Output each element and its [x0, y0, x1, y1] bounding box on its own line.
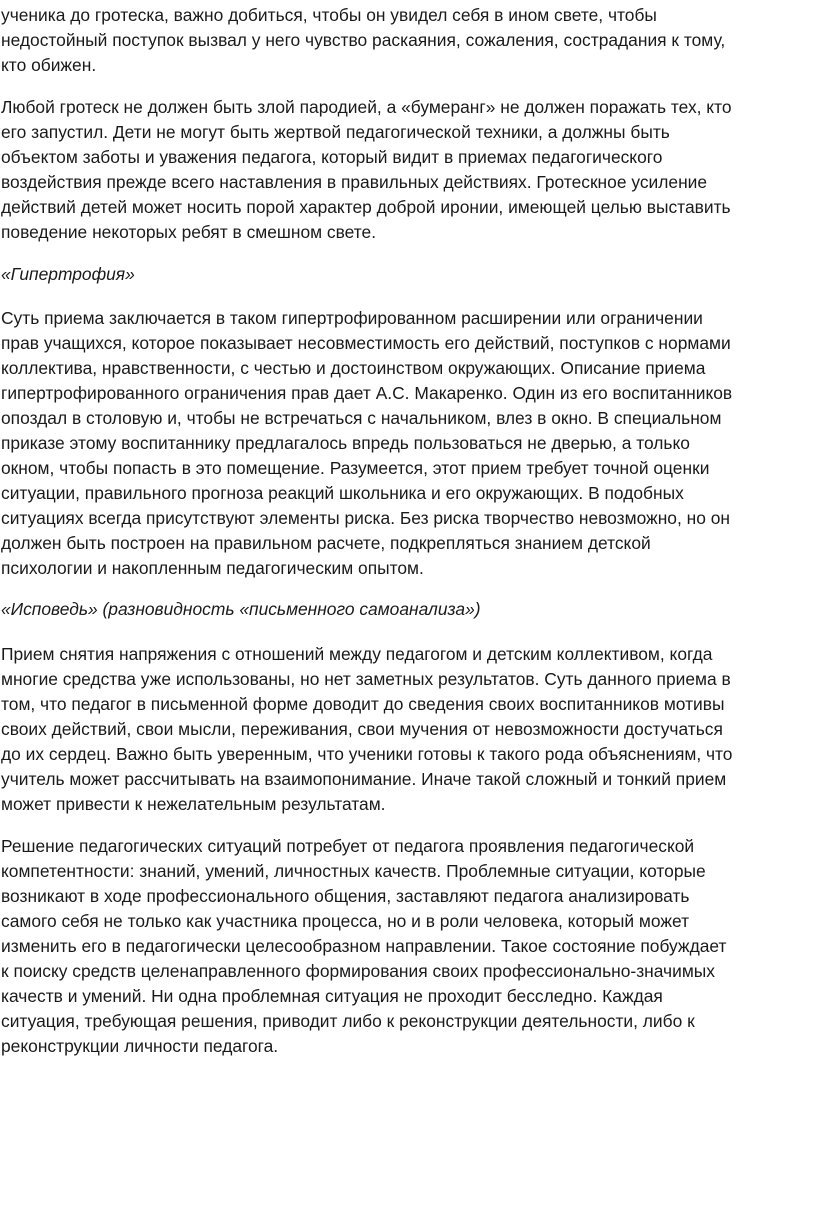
paragraph-hypertrophy: Суть приема заключается в таком гипертрофированном расширении или ограничении прав учащихся, которое показывает несовместимость его действий, поступков с нормами коллектива, нравственности, с честью и достоинством окружающих. Описание приема гипертрофированного ограничения прав дает А.С. Макаренко. Один из его воспитанников опоздал в столовую и, чтобы не встречаться с начальником, влез в окно. В специальном приказе этому воспитаннику предлагалось впредь пользоваться не дверью, а только окном, чтобы попасть в это помещение. Разумеется, этот прием требует точной оценки ситуации, правильного прогноза реакций школьника и его окружающих. В подобных ситуациях всегда присутствуют элементы риска. Без риска творчество невозможно, но он должен быть построен на правильном расчете, подкрепляться знанием детской психологии и накопленным педагогическим опытом.: [1, 308, 733, 578]
paragraph-grotesque-boomerang: Любой гротеск не должен быть злой пародией, а «бумеранг» не должен поражать тех, кто его запустил. Дети не могут быть жертвой педагогической техники, а должны быть объектом заботы и уважения педагога, который видит в приемах педагогического воздействия прежде всего наставления в правильных действиях. Гротескное усиление действий детей может носить порой характер доброй иронии, имеющей целью выставить поведение некоторых ребят в смешном свете.: [1, 97, 732, 242]
paragraph-confession: Прием снятия напряжения с отношений между педагогом и детским коллективом, когда многие средства уже использованы, но нет заметных результатов. Суть данного приема в том, что педагог в письменной форме доводит до сведения своих воспитанников мотивы своих действий, свои мысли, переживания, свои мучения от невозможности достучаться до их сердец. Важно быть уверенным, что ученики готовы к такого рода объяснениям, что учитель может рассчитывать на взаимопонимание. Иначе такой сложный и тонкий прием может привести к нежелательным результатам.: [1, 644, 733, 814]
heading-hypertrophy: «Гипертрофия»: [1, 264, 135, 284]
paragraph-grotesque-continuation: ученика до гротеска, важно добиться, чтобы он увидел себя в ином свете, чтобы недостойный поступок вызвал у него чувство раскаяния, сожаления, сострадания к тому, кто обижен.: [1, 5, 726, 75]
paragraph-conclusion: Решение педагогических ситуаций потребует от педагога проявления педагогической компетентности: знаний, умений, личностных качеств. Проблемные ситуации, которые возникают в ходе профессионального общения, заставляют педагога анализировать самого себя не только как участника процесса, но и в роли человека, который может изменить его в педагогически целесообразном направлении. Такое состояние побуждает к поиску средств целенаправленного формирования своих профессионально-значимых качеств и умений. Ни одна проблемная ситуация не проходит бесследно. Каждая ситуация, требующая решения, приводит либо к реконструкции деятельности, либо к реконструкции личности педагога.: [1, 836, 727, 1056]
heading-confession: «Исповедь» (разновидность «письменного самоанализа»): [1, 599, 481, 619]
